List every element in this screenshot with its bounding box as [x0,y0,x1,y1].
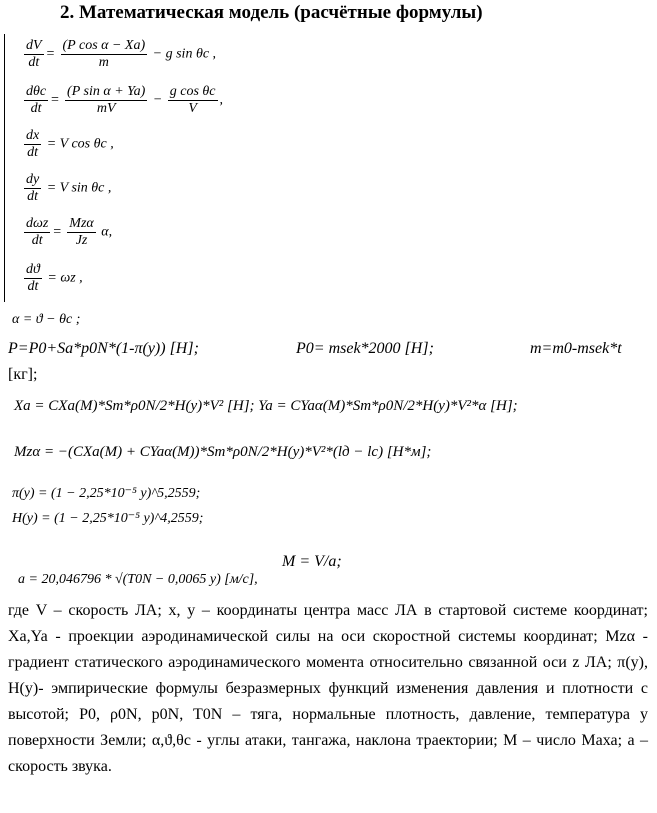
alpha-equation: α = ϑ − θc ; [12,312,81,327]
mass-equation: m=m0-msek*t [530,340,622,357]
system-brace [4,34,13,302]
sound-speed-equation: a = 20,046796 * √(T0N − 0,0065 y) [м/с], [18,572,258,587]
explanation-paragraph: где V – скорость ЛА; x, y – координаты центра масс ЛА в стартовой системе координат; Xa,Ya - проекции аэродинамической силы на оси скоростной системы координат; Mzα - градиент статического аэродинамического момента относительно связанной оси z ЛА; π(y), H(y)- эмпирические формулы безразмерных функций изменения давления и плотности с высотой; P0, ρ0N, p0N, T0N – тяга, нормальные плотность, давление, температура у поверхности Земли; α,ϑ,θc - углы атаки, тангажа, наклона траектории; М – число Маха; a – скорость звука. [8,602,648,775]
equation-dtheta: $\frac{\text{dθc}}{dt}$ = $\frac{\text{(P sin α + Ya)}}{mV}$ − $\frac{\text{g cos θc}}{V}$ , [26,84,224,116]
equation-dy: $\frac{dy}{dt}$ = V sin θc , [26,172,112,204]
mass-unit: [кг]; [8,366,38,383]
mach-equation: M = V/a; [282,553,342,570]
moment-equation: Mzα = −(CXa(M) + CYaα(M))*Sm*ρ0N/2*H(y)*V²*(lд − lc) [H*м]; [14,444,432,460]
thrust-equation: P=P0+Sa*p0N*(1-π(y)) [H]; [8,340,199,357]
pi-equation: π(y) = (1 − 2,25*10⁻⁵ y)^5,2559; [12,486,201,501]
equation-dx: $\frac{dx}{dt}$ = V cos θc , [26,128,114,160]
density-equation: H(y) = (1 − 2,25*10⁻⁵ y)^4,2559; [12,511,204,526]
equation-dv: $\frac{dV}{dt}$ = $\frac{\text{(P cos α − Xa)}}{m}$ − g sin θc , [26,38,217,70]
section-heading: 2. Математическая модель (расчётные формулы) [60,2,483,23]
p0-equation: P0= msek*2000 [H]; [296,340,434,357]
forces-equations: Xa = CXa(M)*Sm*ρ0N/2*H(y)*V² [H]; Ya = CYaα(M)*Sm*ρ0N/2*H(y)*V²*α [H]; [14,398,518,414]
equation-dtheta-pitch: $\frac{dϑ}{dt}$ = ωz , [26,262,83,294]
equation-domega: $\frac{\text{dωz}}{dt}$ = $\frac{\text{Mzα}}{Jz}$ α, [26,216,113,248]
